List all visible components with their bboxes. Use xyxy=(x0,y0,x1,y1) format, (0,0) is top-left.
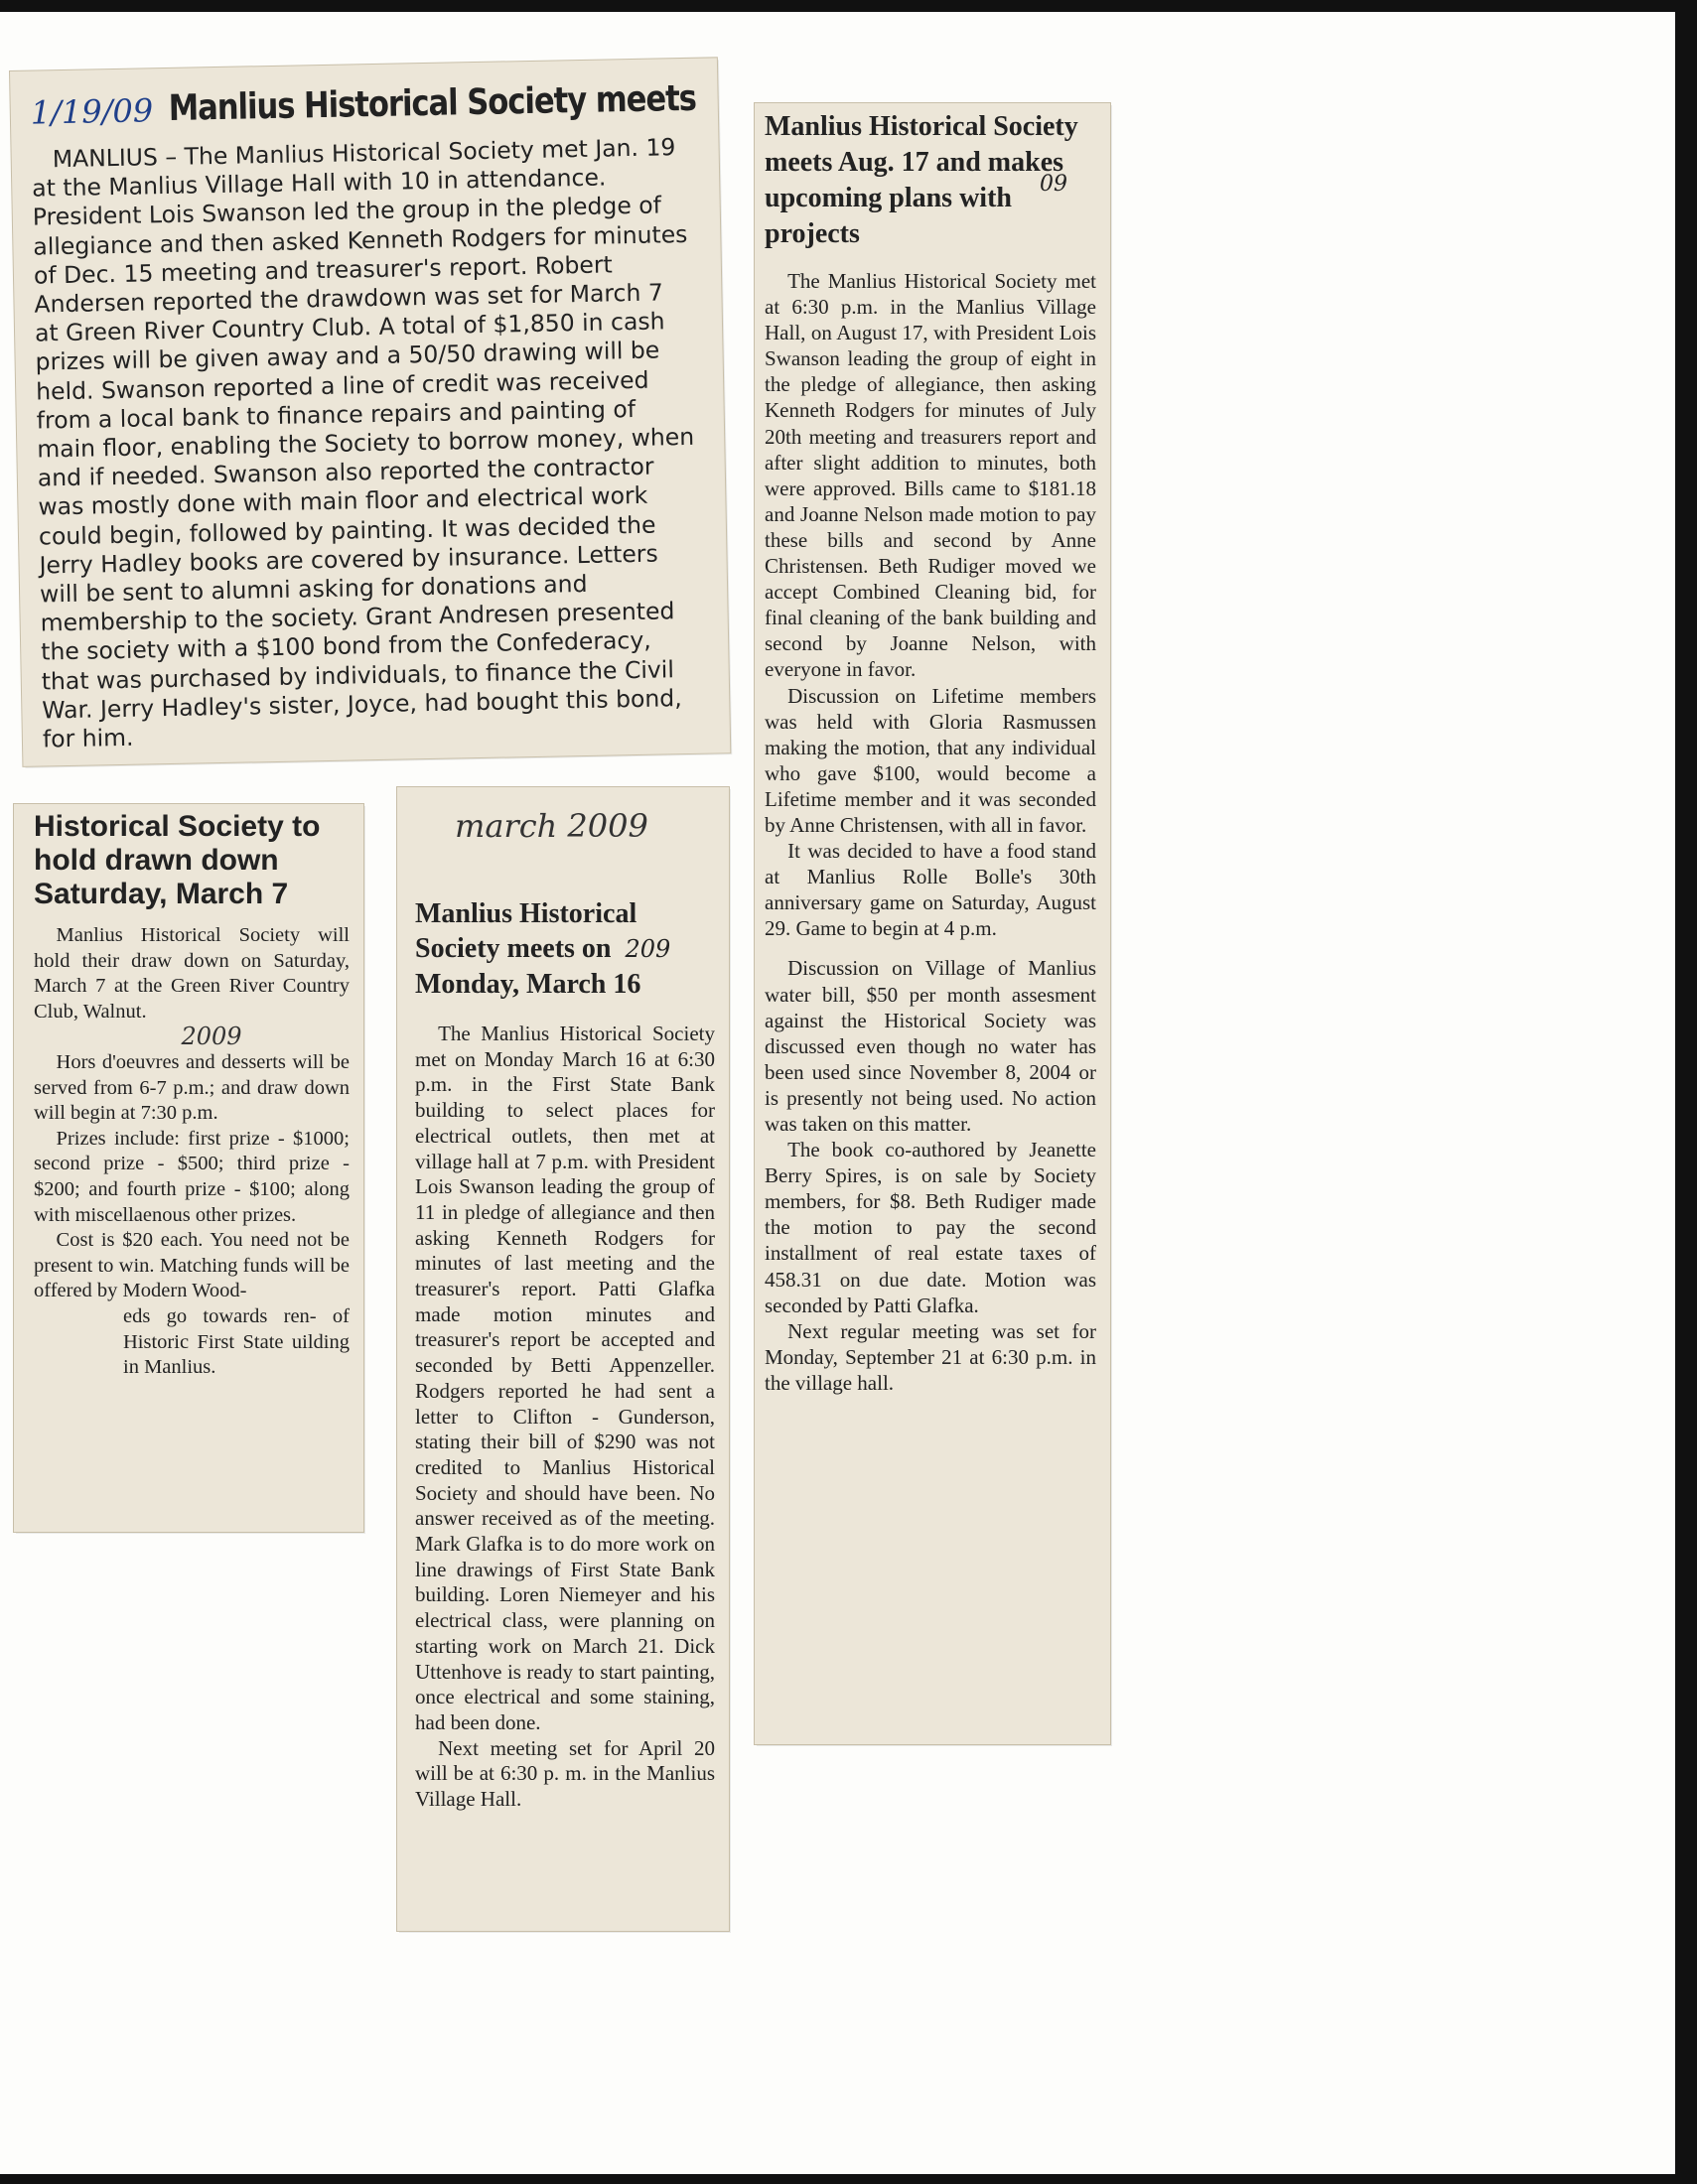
headline xyxy=(415,896,715,1002)
headline: Historical Society to hold drawn down Saturday, March 7 xyxy=(34,810,321,910)
article-body xyxy=(34,923,350,1381)
article-paragraph: Hors d'oeuvres and desserts will be served from 6-7 p.m.; and draw down will begin at 7:30 p.m. xyxy=(34,1050,350,1125)
article-paragraph: It was decided to have a food stand at Manlius Rolle Bolle's 30th anniversary game on Saturday, August 29. Game to begin at 4 p.m. xyxy=(765,839,1096,941)
article-paragraph: Manlius Historical Society will hold their draw down on Saturday, March 7 at the Green River Country Club, Walnut. xyxy=(34,924,350,1023)
scan-border-right xyxy=(1675,0,1697,2184)
clipping-draw-down xyxy=(14,804,363,1532)
article-paragraph: Prizes include: first prize - $1000; second prize - $500; third prize - $200; and fourth prize - $100; along with miscellaenous other prizes. xyxy=(34,1127,350,1226)
handwritten-annotation: 209 xyxy=(625,935,671,963)
article-paragraph: The Manlius Historical Society met at 6:30 p.m. in the Manlius Village Hall, on August 17, with President Lois Swanson leading the group of eight in the pledge of allegiance, then asking Kenneth Rodgers for minutes of July 20th meeting and treasurers report and after slight addition to minutes, both were approved. Bills came to $181.18 and Joanne Nelson made motion to pay these bills and second by Anne Christensen. Beth Rudiger moved we accept Combined Cleaning bid, for final cleaning of the bank building and second by Joanne Nelson, with everyone in favor. xyxy=(765,269,1096,682)
article-paragraph: Discussion on Lifetime members was held with Gloria Rasmussen making the motion, that any individual who gave $100, would become a Lifetime member and it was seconded by Anne Christensen, with all in favor. xyxy=(765,683,1096,837)
clipping-march-meeting xyxy=(397,787,729,1931)
headline: Manlius Historical Society meets xyxy=(168,77,697,129)
headline-line: Manlius Historical xyxy=(415,898,637,929)
scan-border-bottom xyxy=(0,2174,1697,2184)
article-paragraph: MANLIUS – The Manlius Historical Society met Jan. 19 at the Manlius Village Hall with 10 in attendance. President Lois Swanson led the group in the pledge of allegiance and then asked Kenneth Rodgers for minutes of Dec. 15 meeting and treasurer's report. Robert Andersen reported the drawdown was set for March 7 at Green River Country Club. A total of $1,850 in cash prizes will be given away and a 50/50 drawing will be held. Swanson reported a line of credit was received from a local bank to finance repairs and painting of main floor, enabling the Society to borrow money, when and if needed. Swanson also reported the contractor was mostly done with main floor and electrical work could begin, followed by painting. It was decided the Jerry Hadley books are covered by insurance. Letters will be sent to alumni asking for donations and membership to the society. Grant Andresen presented the society with a $100 bond from the Confederacy, that was purchased by individuals, to finance the Civil War. Jerry Hadley's sister, Joyce, had bought this bond, for him. xyxy=(31,133,695,753)
clipping-august-meeting xyxy=(755,103,1110,1744)
article-paragraph: Next regular meeting was set for Monday, September 21 at 6:30 p.m. in the village hall. xyxy=(765,1318,1096,1395)
article-body xyxy=(31,133,700,754)
headline xyxy=(765,109,1096,252)
handwritten-month: march 2009 xyxy=(455,807,648,845)
headline-text: Society meets on xyxy=(415,933,612,964)
article-body xyxy=(415,1022,715,1813)
article-paragraph: The Manlius Historical Society met on Monday March 16 at 6:30 p.m. in the First State Bank building to select places for electrical outlets, then met at village hall at 7 p.m. with President Lois Swanson leading the group of 11 in pledge of allegiance and then asking Kenneth Rodgers for minutes of last meeting and the treasurer's report. Patti Glafka made motion minutes and treasurer's report be accepted and seconded by Betti Appenzeller. Rodgers reported he had sent a letter to Clifton - Gunderson, stating their bill of $290 was not credited to Manlius Historical Society and should have been. No answer received as of the meeting. Mark Glafka is to do more work on line drawings of First State Bank building. Loren Niemeyer and his electrical class, were planning on starting work on March 21. Dick Uttenhove is ready to start painting, once electrical and some staining, had been done. xyxy=(415,1022,715,1734)
clipping-header xyxy=(30,77,697,132)
article-paragraph: Next meeting set for April 20 will be at 6:30 p. m. in the Manlius Village Hall. xyxy=(415,1735,715,1812)
handwritten-annotation: 09 xyxy=(1040,172,1067,197)
headline-line: Monday, March 16 xyxy=(415,969,641,1000)
handwritten-date: 1/19/09 xyxy=(30,91,154,132)
article-paragraph: Cost is $20 each. You need not be present to win. Matching funds will be offered by Modern Wood- xyxy=(34,1229,350,1302)
article-body xyxy=(765,268,1096,1396)
article-paragraph: The book co-authored by Jeanette Berry Spires, is on sale by Society members, for $8. Beth Rudiger made the motion to pay the second installment of real estate taxes of 458.31 on due date. Motion was seconded by Patti Glafka. xyxy=(765,1138,1096,1317)
article-paragraph-torn: eds go towards ren- of Historic First State uilding in Manlius. xyxy=(123,1304,350,1379)
headline-text: Manlius Historical Society meets Aug. 17 and makes upcoming plans with projects xyxy=(765,111,1078,249)
headline-line xyxy=(415,931,715,967)
handwritten-year: 2009 xyxy=(181,1023,242,1051)
clipping-january-meeting xyxy=(10,58,730,766)
article-paragraph: Discussion on Village of Manlius water bill, $50 per month assesment against the Historical Society was discussed even though no water has been used since November 8, 2004 or is presently not being used. No action was taken on this matter. xyxy=(765,956,1096,1136)
scan-border-top xyxy=(0,0,1697,12)
